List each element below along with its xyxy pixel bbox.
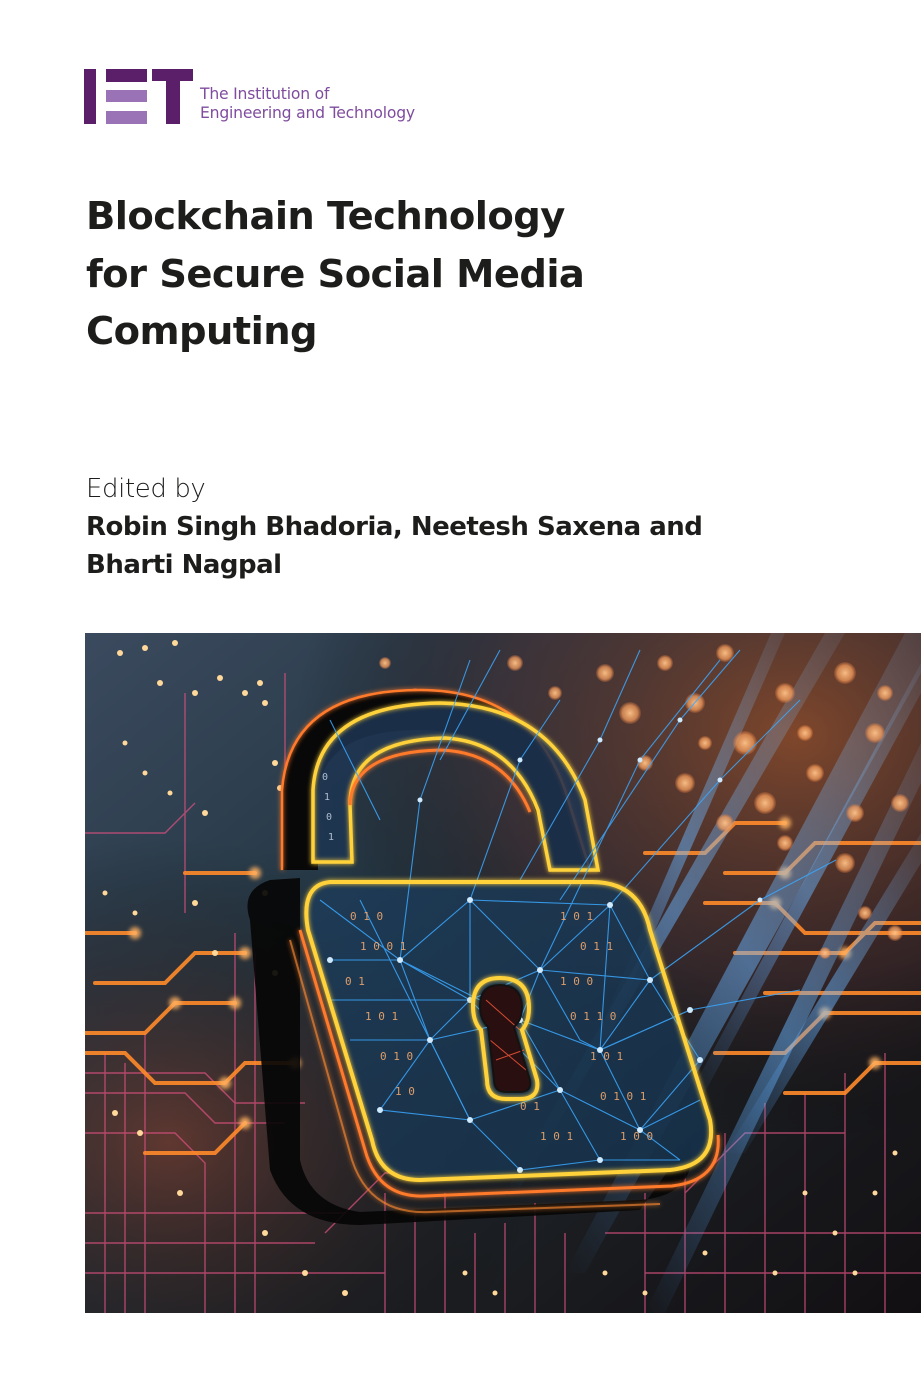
- svg-text:1: 1: [328, 832, 335, 843]
- svg-text:0 1: 0 1: [345, 975, 365, 988]
- svg-text:0 1: 0 1: [520, 1100, 540, 1113]
- logo-letter-i: [84, 69, 96, 124]
- edited-by-label: Edited by: [86, 474, 206, 504]
- title-line-2: for Secure Social Media: [86, 251, 585, 297]
- svg-text:0 1 1: 0 1 1: [580, 940, 614, 953]
- logo-letter-e-middle: [106, 90, 147, 102]
- svg-text:1 0 1: 1 0 1: [365, 1010, 399, 1023]
- publisher-name-line1: The Institution of: [200, 85, 330, 103]
- svg-text:1: 1: [324, 792, 331, 803]
- svg-text:0 1 1 0: 0 1 1 0: [570, 1010, 617, 1023]
- logo-letter-e-top: [106, 69, 147, 82]
- padlock-illustration: [85, 633, 921, 1313]
- title-line-3: Computing: [86, 309, 317, 354]
- logo-letter-e-bottom: [106, 111, 147, 124]
- iet-logo: [84, 69, 444, 125]
- svg-text:1 0 0: 1 0 0: [560, 975, 594, 988]
- editors: [86, 508, 806, 584]
- svg-text:1 0 1: 1 0 1: [590, 1050, 624, 1063]
- svg-text:1 0 0 1: 1 0 0 1: [360, 940, 407, 953]
- publisher-name-line2: Engineering and Technology: [200, 104, 415, 122]
- svg-text:0 1 0: 0 1 0: [380, 1050, 414, 1063]
- svg-text:0: 0: [326, 812, 333, 823]
- editors-line-1: Robin Singh Bhadoria, Neetesh Saxena and: [86, 512, 703, 542]
- svg-text:1 0 1: 1 0 1: [560, 910, 594, 923]
- svg-text:1 0: 1 0: [395, 1085, 415, 1098]
- cover-image: [85, 633, 921, 1313]
- svg-text:0: 0: [322, 772, 329, 783]
- publisher-name: [200, 85, 415, 123]
- svg-text:1 0 1: 1 0 1: [540, 1130, 574, 1143]
- editors-line-2: Bharti Nagpal: [86, 550, 282, 580]
- svg-text:0 1 0 1: 0 1 0 1: [600, 1090, 647, 1103]
- svg-text:1 0 0: 1 0 0: [620, 1130, 654, 1143]
- title-line-1: Blockchain Technology: [86, 194, 565, 239]
- book-title: [86, 188, 846, 361]
- logo-letter-t-stem: [166, 69, 180, 124]
- svg-text:0 1 0: 0 1 0: [350, 910, 384, 923]
